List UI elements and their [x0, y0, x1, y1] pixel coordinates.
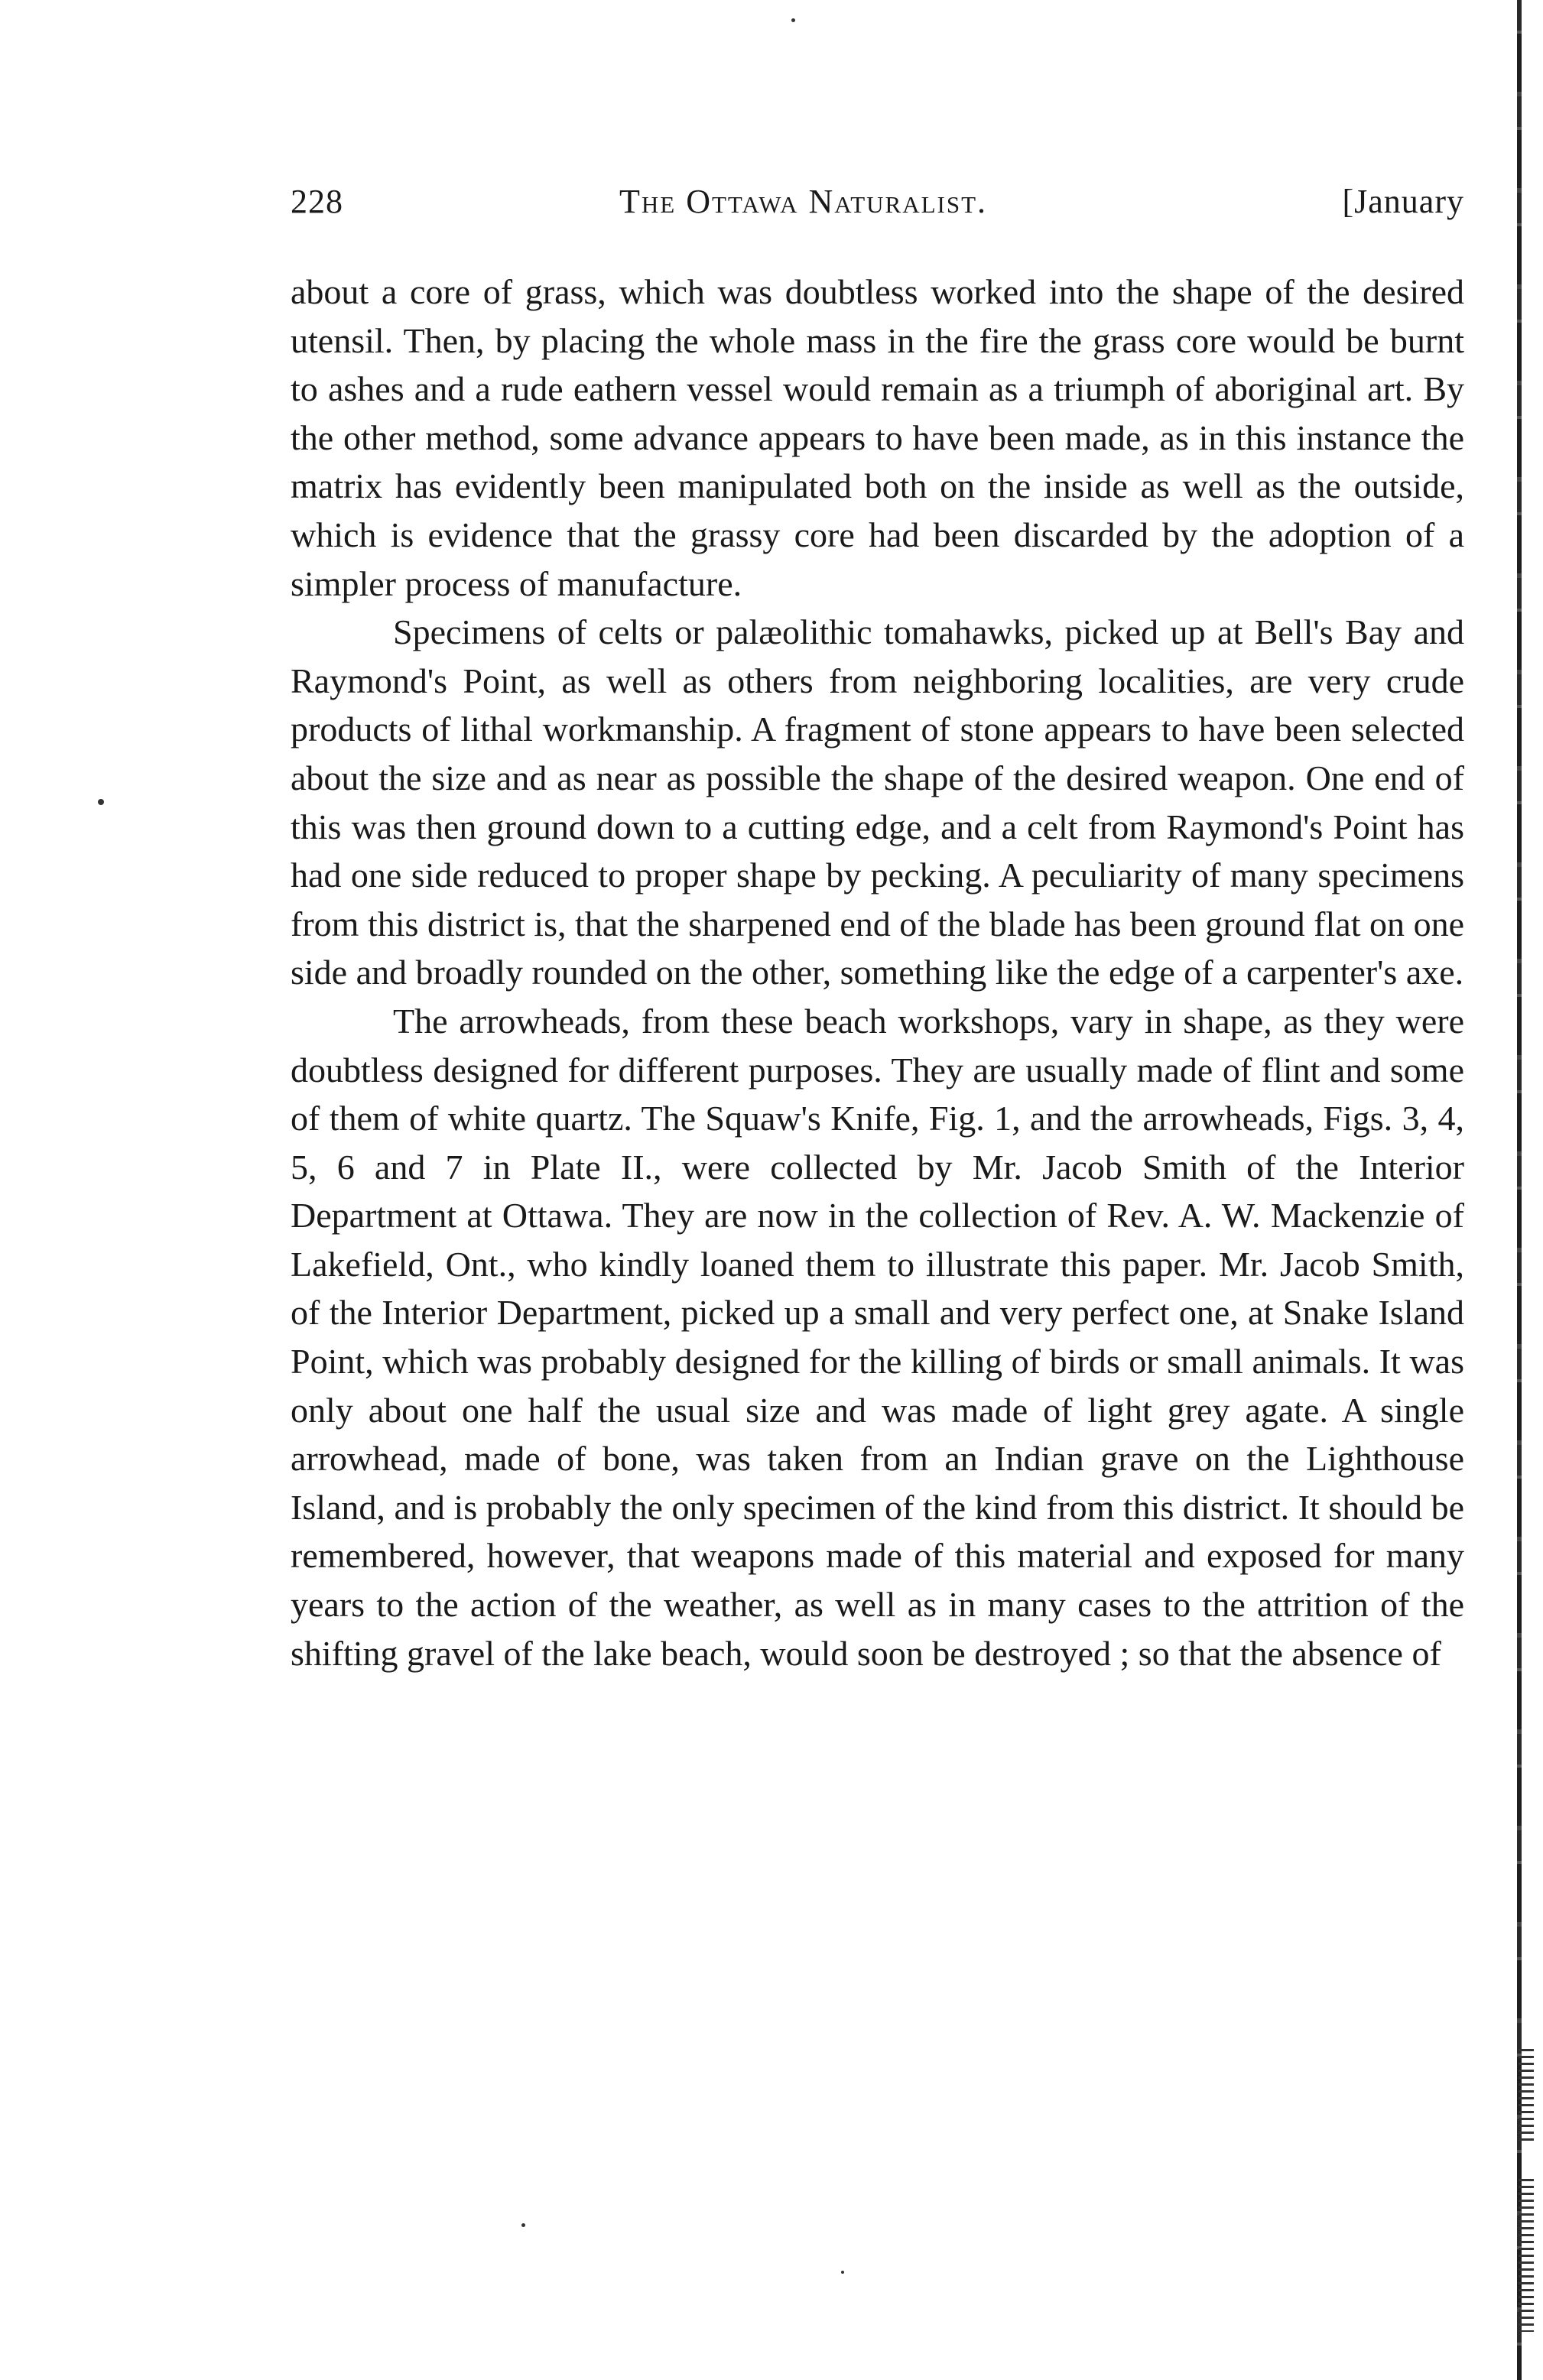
binding-speckle [1519, 2049, 1534, 2141]
issue-month: [January [1342, 183, 1464, 220]
page-number: 228 [291, 183, 343, 220]
scan-speck [98, 799, 104, 805]
scan-speck [521, 2223, 525, 2227]
scan-speck [841, 2271, 844, 2274]
running-head [291, 182, 1464, 228]
article-body [291, 268, 1464, 1677]
journal-title: The Ottawa Naturalist. [619, 183, 988, 220]
paragraph-celts: Specimens of celts or palæolithic tomahawks, picked up at Bell's Bay and Raymond's Point, as well as others from neighboring localities, are very crude products of lithal workmanship. A fragment of stone appears to have been selected about the size and as near as possible the shape of the desired weapon. One end of this was then ground down to a cutting edge, and a celt from Raymond's Point has had one side reduced to proper shape by pecking. A peculiarity of many specimens from this district is, that the sharpened end of the blade has been ground flat on one side and broadly rounded on the other, something like the edge of a carpenter's axe. [291, 612, 1464, 992]
paragraph-arrowheads: The arrowheads, from these beach workshops, vary in shape, as they were doubtless designed for different purposes. They are usually made of flint and some of them of white quartz. The Squaw's Knife, Fig. 1, and the arrowheads, Figs. 3, 4, 5, 6 and 7 in Plate II., were collected by Mr. Jacob Smith of the Interior Department at Ottawa. They are now in the collection of Rev. A. W. Mackenzie of Lakefield, Ont., who kindly loaned them to illustrate this paper. Mr. Jacob Smith, of the Interior Department, picked up a small and very perfect one, at Snake Island Point, which was probably designed for the killing of birds or small animals. It was only about one half the usual size and was made of light grey agate. A single arrowhead, made of bone, was taken from an Indian grave on the Lighthouse Island, and is probably the only specimen of the kind from this district. It should be remembered, however, that weapons made of this material and exposed for many years to the action of the weather, as well as in many cases to the attrition of the shifting gravel of the lake beach, would soon be destroyed ; so that the absence of [291, 1001, 1464, 1673]
binding-edge [1517, 0, 1522, 2380]
scan-speck [791, 18, 795, 22]
paragraph-continued: about a core of grass, which was doubtless worked into the shape of the desired utensil. Then, by placing the whole mass in the fire the grass core would be burnt to ashes and a rude eathern vessel would remain as a triumph of aboriginal art. By the other method, some advance appears to have been made, as in this instance the matrix has evidently been manipulated both on the inside as well as the outside, which is evidence that the grassy core had been discarded by the adoption of a simpler process of manufacture. [291, 272, 1464, 603]
binding-speckle [1519, 2179, 1534, 2332]
